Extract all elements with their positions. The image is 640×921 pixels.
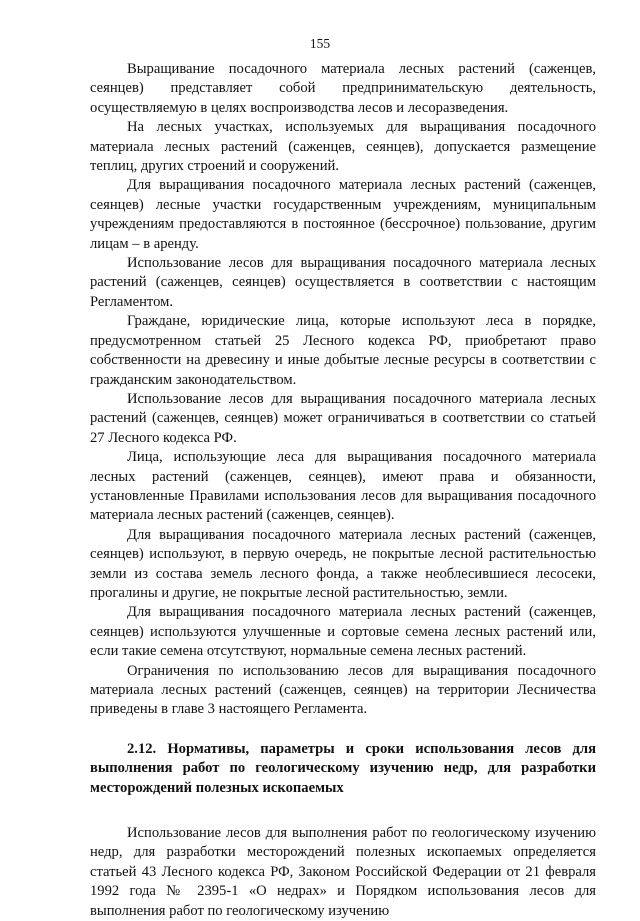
paragraph: Выращивание посадочного материала лесных растений (саженцев, сеянцев) представляет собой предпринимательскую деятельность, осуществляемую в целях воспроизводства лесов и лесоразведения. — [90, 61, 596, 116]
page-number: 155 — [309, 36, 331, 51]
paragraph: Использование лесов для выращивания посадочного материала лесных растений (саженцев, сеянцев) может ограничиваться в соответствии со статьей 27 Лесного кодекса РФ. — [90, 390, 596, 446]
paragraph: Ограничения по использованию лесов для выращивания посадочного материала лесных растений (саженцев, сеянцев) на территории Лесничества приведены в главе 3 настоящего Регламента. — [90, 662, 596, 718]
paragraph: Для выращивания посадочного материала лесных растений (саженцев, сеянцев) используют, в первую очередь, не покрытые лесной растительностью земли из состава земель лесного фонда, а также необлесившиеся лесосеки, прогалины и другие, не покрытые лесной растительностью, земли. — [90, 526, 596, 601]
paragraph: Граждане, юридические лица, которые используют леса в порядке, предусмотренном статьей 25 Лесного кодекса РФ, приобретают право собственности на древесину и иные добытые лесные ресурсы в соответствии с гражданским законодательством. — [90, 313, 596, 388]
paragraph: Для выращивания посадочного материала лесных растений (саженцев, сеянцев) лесные участки государственным учреждениям, муниципальным учреждениям предоставляются в постоянное (бессрочное) пользование, другим лицам – в аренду. — [90, 177, 596, 252]
paragraph: Использование лесов для выращивания посадочного материала лесных растений (саженцев, сеянцев) осуществляется в соответствии с настоящим Регламентом. — [90, 255, 596, 310]
paragraph: На лесных участках, используемых для выращивания посадочного материала лесных растений (саженцев, сеянцев), допускается размещение теплиц, других строений и сооружений. — [90, 119, 596, 175]
paragraph: Для выращивания посадочного материала лесных растений (саженцев, сеянцев) используются улучшенные и сортовые семена лесных растений или, если такие семена отсутствуют, нормальные семена лесных растений. — [90, 604, 596, 660]
section-heading: 2.12. Нормативы, параметры и сроки использования лесов для выполнения работ по геологическому изучению недр, для разработки месторождений полезных ископаемых — [90, 740, 596, 796]
paragraph: Лица, использующие леса для выращивания посадочного материала лесных растений (саженцев, сеянцев), имеют права и обязанности, установленные Правилами использования лесов для выращивания посадочного материала лесных растений (саженцев, сеянцев). — [90, 449, 596, 524]
page-body — [90, 60, 596, 921]
paragraph: Использование лесов для выполнения работ по геологическому изучению недр, для разработки месторождений полезных ископаемых определяется статьей 43 Лесного кодекса РФ, Законом Российской Федерации от 21 февраля 1992 года № 2395-1 «О недрах» и Порядком использования лесов для выполнения работ по геологическому изучению — [90, 825, 596, 919]
